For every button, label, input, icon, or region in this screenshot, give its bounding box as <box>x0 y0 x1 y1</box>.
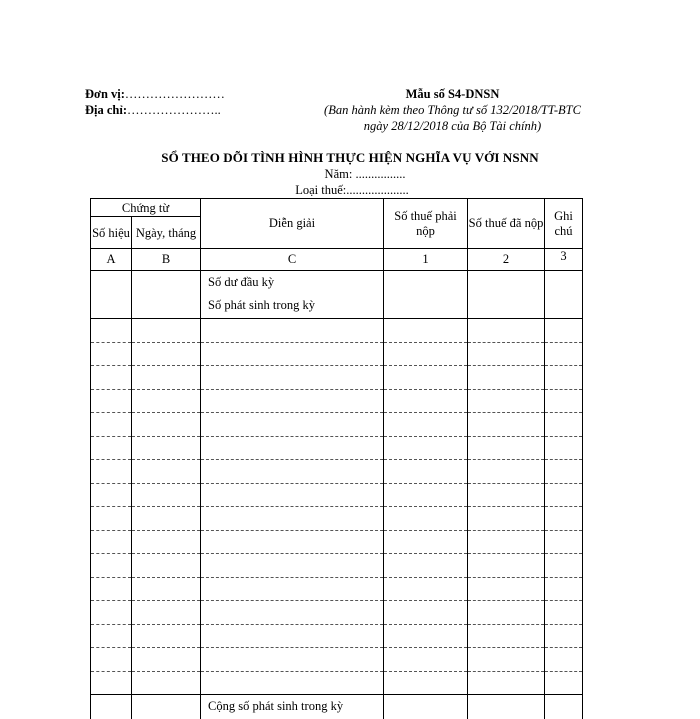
table-cell <box>384 483 468 507</box>
ledger-table <box>90 198 583 719</box>
table-cell <box>545 271 583 319</box>
col-header-note: Ghi chú <box>545 199 583 249</box>
table-cell <box>91 366 132 390</box>
table-row <box>91 507 583 531</box>
form-code: Mẫu số S4-DNSN <box>300 86 605 102</box>
table-cell <box>132 577 201 601</box>
index-cell: B <box>132 249 201 271</box>
table-cell <box>384 530 468 554</box>
table-cell <box>545 624 583 648</box>
table-cell <box>132 483 201 507</box>
address-value: ………………….. <box>127 103 221 117</box>
table-row <box>91 530 583 554</box>
table-cell <box>201 671 384 695</box>
col-header-description: Diễn giải <box>201 199 384 249</box>
table-cell <box>201 601 384 625</box>
opening-balance-label: Số dư đầu kỳ <box>208 271 383 294</box>
table-cell <box>132 436 201 460</box>
table-cell <box>468 554 545 578</box>
table-row <box>91 413 583 437</box>
year-line: Năm: ................ <box>0 167 700 182</box>
table-cell <box>468 413 545 437</box>
table-cell <box>384 413 468 437</box>
index-cell: A <box>91 249 132 271</box>
table-row <box>91 342 583 366</box>
table-cell <box>545 413 583 437</box>
tax-type-line: Loại thuế:.................... <box>0 183 700 198</box>
col-header-date: Ngày, tháng <box>132 217 201 249</box>
table-cell <box>91 601 132 625</box>
period-arising-label: Số phát sinh trong kỳ <box>208 294 383 317</box>
table-cell <box>201 577 384 601</box>
table-cell <box>91 319 132 343</box>
table-cell <box>132 366 201 390</box>
table-cell <box>132 601 201 625</box>
total-arising-label: Cộng số phát sinh trong kỳ <box>201 695 384 719</box>
table-cell <box>91 577 132 601</box>
table-cell <box>132 389 201 413</box>
table-cell <box>201 436 384 460</box>
table-cell <box>545 483 583 507</box>
col-header-tax-paid: Số thuế đã nộp <box>468 199 545 249</box>
table-cell <box>468 436 545 460</box>
table-cell <box>132 413 201 437</box>
table-cell <box>201 413 384 437</box>
index-cell: C <box>201 249 384 271</box>
table-cell <box>545 530 583 554</box>
table-cell <box>91 389 132 413</box>
table-cell <box>91 342 132 366</box>
table-row <box>91 436 583 460</box>
table-cell <box>384 389 468 413</box>
table-cell <box>91 671 132 695</box>
issued-line-2: ngày 28/12/2018 của Bộ Tài chính) <box>300 118 605 134</box>
table-cell <box>384 695 468 719</box>
table-cell <box>468 648 545 672</box>
balance-row <box>91 271 583 319</box>
table-cell <box>91 483 132 507</box>
table-cell <box>468 342 545 366</box>
table-row <box>91 319 583 343</box>
table-cell <box>132 671 201 695</box>
col-header-tax-payable: Số thuế phải nộp <box>384 199 468 249</box>
table-row <box>91 366 583 390</box>
table-cell <box>384 577 468 601</box>
table-row <box>91 460 583 484</box>
table-cell <box>91 507 132 531</box>
table-cell <box>201 648 384 672</box>
index-cell: 1 <box>384 249 468 271</box>
table-cell <box>384 554 468 578</box>
table-cell <box>384 460 468 484</box>
table-cell <box>91 460 132 484</box>
table-cell <box>132 271 201 319</box>
table-cell <box>201 460 384 484</box>
table-cell <box>132 342 201 366</box>
table-row <box>91 577 583 601</box>
table-cell <box>132 624 201 648</box>
table-cell <box>384 271 468 319</box>
table-cell <box>545 319 583 343</box>
table-cell <box>545 389 583 413</box>
table-cell <box>384 671 468 695</box>
table-row <box>91 389 583 413</box>
table-cell <box>468 389 545 413</box>
table-cell <box>201 319 384 343</box>
table-cell <box>91 436 132 460</box>
table-row <box>91 554 583 578</box>
table-cell <box>545 648 583 672</box>
table-cell <box>91 530 132 554</box>
table-cell <box>91 413 132 437</box>
index-row <box>91 249 583 271</box>
ledger-title: SỔ THEO DÕI TÌNH HÌNH THỰC HIỆN NGHĨA VỤ VỚI NSNN <box>0 150 700 166</box>
table-cell <box>468 671 545 695</box>
col-header-number: Số hiệu <box>91 217 132 249</box>
table-cell <box>132 530 201 554</box>
table-cell <box>468 319 545 343</box>
table-cell <box>201 530 384 554</box>
table-cell <box>132 507 201 531</box>
table-cell <box>468 366 545 390</box>
table-cell <box>201 389 384 413</box>
table-row <box>91 483 583 507</box>
table-cell <box>91 624 132 648</box>
table-row <box>91 601 583 625</box>
unit-info <box>85 86 225 118</box>
table-row <box>91 624 583 648</box>
index-cell: 2 <box>468 249 545 271</box>
table-cell <box>201 507 384 531</box>
table-cell <box>468 577 545 601</box>
table-row <box>91 648 583 672</box>
unit-label: Đơn vị: <box>85 87 125 101</box>
table-cell <box>545 366 583 390</box>
table-cell <box>91 554 132 578</box>
table-cell <box>384 624 468 648</box>
table-cell <box>132 460 201 484</box>
table-cell <box>201 366 384 390</box>
table-cell <box>91 695 132 719</box>
table-cell <box>545 554 583 578</box>
table-cell <box>545 342 583 366</box>
table-cell <box>132 554 201 578</box>
table-cell <box>384 601 468 625</box>
table-cell <box>468 460 545 484</box>
table-cell <box>132 648 201 672</box>
table-cell <box>201 554 384 578</box>
table-cell <box>384 366 468 390</box>
table-cell <box>468 271 545 319</box>
table-cell <box>468 530 545 554</box>
table-row <box>91 671 583 695</box>
table-cell <box>545 577 583 601</box>
voucher-group-header: Chứng từ <box>91 199 201 217</box>
address-label: Địa chỉ: <box>85 103 127 117</box>
table-cell <box>384 319 468 343</box>
issued-line-1: (Ban hành kèm theo Thông tư số 132/2018/TT-BTC <box>300 102 605 118</box>
table-cell <box>91 648 132 672</box>
table-cell <box>545 671 583 695</box>
table-cell <box>468 483 545 507</box>
total-row <box>91 695 583 719</box>
table-cell <box>384 436 468 460</box>
table-cell <box>545 507 583 531</box>
form-info <box>300 86 605 134</box>
table-cell <box>384 507 468 531</box>
table-cell <box>468 624 545 648</box>
table-cell <box>384 342 468 366</box>
table-cell <box>384 648 468 672</box>
table-cell <box>468 507 545 531</box>
table-cell <box>132 695 201 719</box>
unit-line <box>85 86 225 102</box>
table-cell <box>468 695 545 719</box>
table-cell <box>545 695 583 719</box>
address-line <box>85 102 225 118</box>
table-cell <box>201 342 384 366</box>
table-cell <box>545 436 583 460</box>
balance-description <box>201 271 384 319</box>
table-cell <box>201 624 384 648</box>
table-cell <box>545 460 583 484</box>
table-cell <box>201 483 384 507</box>
unit-value: …………………… <box>125 87 225 101</box>
table-cell <box>545 601 583 625</box>
table-cell <box>91 271 132 319</box>
index-cell: 3 <box>545 249 583 271</box>
table-cell <box>468 601 545 625</box>
table-cell <box>132 319 201 343</box>
